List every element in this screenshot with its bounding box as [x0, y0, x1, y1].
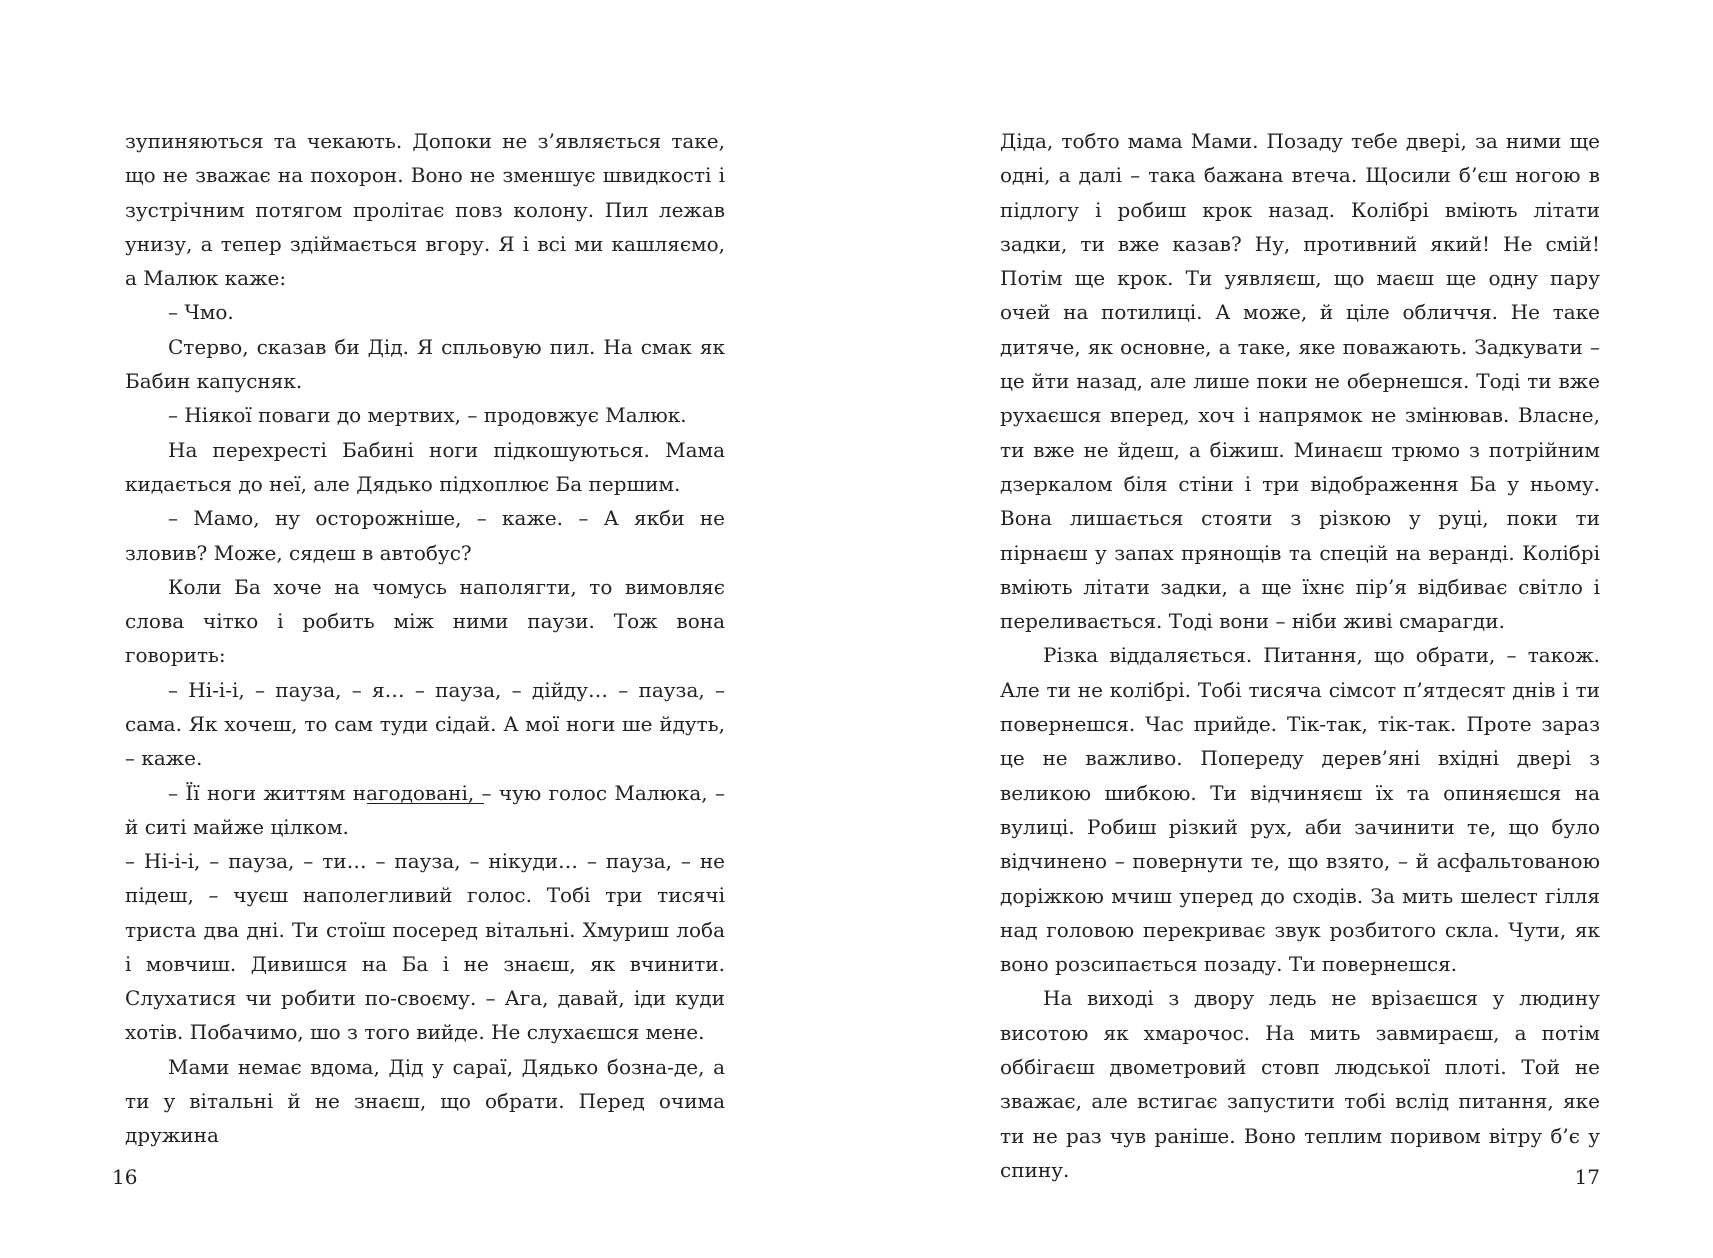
left-page	[0, 0, 856, 1258]
paragraph: Стерво, сказав би Дід. Я спльовую пил. На смак як Бабин капусняк.	[125, 334, 725, 394]
paragraph: На перехресті Бабині ноги підкошуються. Мама кидається до неї, але Дядько підхоплює Ба першим.	[125, 437, 725, 496]
paragraph: – Ні-і-і, – пауза, – ти… – пауза, – нікуди… – пауза, – не підеш, – чуєш наполегливий голос. Тобі три тисячі триста два дні. Ти стоїш посеред вітальні. Хмуриш лоба і мовчиш. Дивишся на Ба і не знаєш, як вчинити. Слухатися чи робити по-своєму. – Ага, давай, іди куди хотів. Побачимо, шо з того вийде. Не слухаєшся мене.	[125, 849, 725, 1045]
paragraph: – Чмо.	[168, 300, 234, 325]
right-text	[1000, 124, 1600, 1187]
left-text-section-2	[125, 844, 725, 1153]
paragraph: – Її ноги життям нагодовані, – чую голос Малюка, – й ситі майже цілком.	[125, 780, 725, 839]
left-text-section-1	[125, 124, 725, 844]
right-page	[856, 0, 1712, 1258]
paragraph: – Мамо, ну осторожніше, – каже. – А якби не зловив? Може, сядеш в автобус?	[125, 506, 725, 565]
page-number-left: 16	[112, 1165, 138, 1189]
paragraph: Коли Ба хоче на чомусь наполягти, то вимовляє слова чітко і робить між ними паузи. Тож вона говорить:	[125, 574, 725, 668]
paragraph: зупиняються та чекають. Допоки не з’являється таке, що не зважає на похорон. Воно не зменшує швидкості і зустрічним потягом пролітає повз колону. Пил лежав унизу, а тепер здіймається вгору. Я і всі ми кашляємо, а Малюк каже:	[125, 129, 725, 291]
page-number-right: 17	[1574, 1165, 1600, 1189]
paragraph: – Ні-і-і, – пауза, – я… – пауза, – дійду… – пауза, – сама. Як хочеш, то сам туди сідай. А мої ноги ше йдуть, – каже.	[125, 677, 725, 771]
paragraph: На виході з двору ледь не врізаєшся у людину висотою як хмарочос. На мить завмираєш, а потім оббігаєш двометровий стовп людської плоті. Той не зважає, але встигає запустити тобі вслід питання, яке ти не раз чув раніше. Воно теплим поривом вітру б’є у спину.	[1000, 986, 1600, 1182]
section-divider	[367, 803, 484, 804]
paragraph: Мами немає вдома, Дід у сараї, Дядько бозна-де, а ти у вітальні й не знаєш, що обрати. Перед очима дружина	[125, 1054, 725, 1148]
paragraph: Різка віддаляється. Питання, що обрати, – також. Але ти не колібрі. Тобі тисяча сімсот п’ятдесят днів і ти повернешся. Час прийде. Тік-так, тік-так. Проте зараз це не важливо. Попереду дерев’яні вхідні двері з великою шибкою. Ти відчиняєш їх та опиняєшся на вулиці. Робиш різкий рух, аби зачинити те, що було відчинено – повернути те, що взято, – й асфальтованою доріжкою мчиш уперед до сходів. За мить шелест гілля над головою перекриває звук розбитого скла. Чути, як воно розсипається позаду. Ти повернешся.	[1000, 643, 1600, 977]
paragraph: Діда, тобто мама Мами. Позаду тебе двері, за ними ще одні, а далі – така бажана втеча. Щосили б’єш ногою в підлогу і робиш крок назад. Колібрі вміють літати задки, ти вже казав? Ну, противний який! Не смій! Потім ще крок. Ти уявляєш, що маєш ще одну пару очей на потилиці. А може, й ціле обличчя. Не таке дитяче, як основне, а таке, яке поважають. Задкувати – це йти назад, але лише поки не обернешся. Тоді ти вже рухаєшся вперед, хоч і напрямок не змінював. Власне, ти вже не йдеш, а біжиш. Минаєш трюмо з потрійним дзеркалом біля стіни і три відображення Ба у ньому. Вона лишається стояти з різкою у руці, поки ти пірнаєш у запах прянощів та спецій на веранді. Колібрі вміють літати задки, а ще їхнє пір’я відбиває світло і переливається. Тоді вони – ніби живі смарагди.	[1000, 129, 1600, 634]
paragraph: – Ніякої поваги до мертвих, – продовжує Малюк.	[168, 403, 687, 428]
